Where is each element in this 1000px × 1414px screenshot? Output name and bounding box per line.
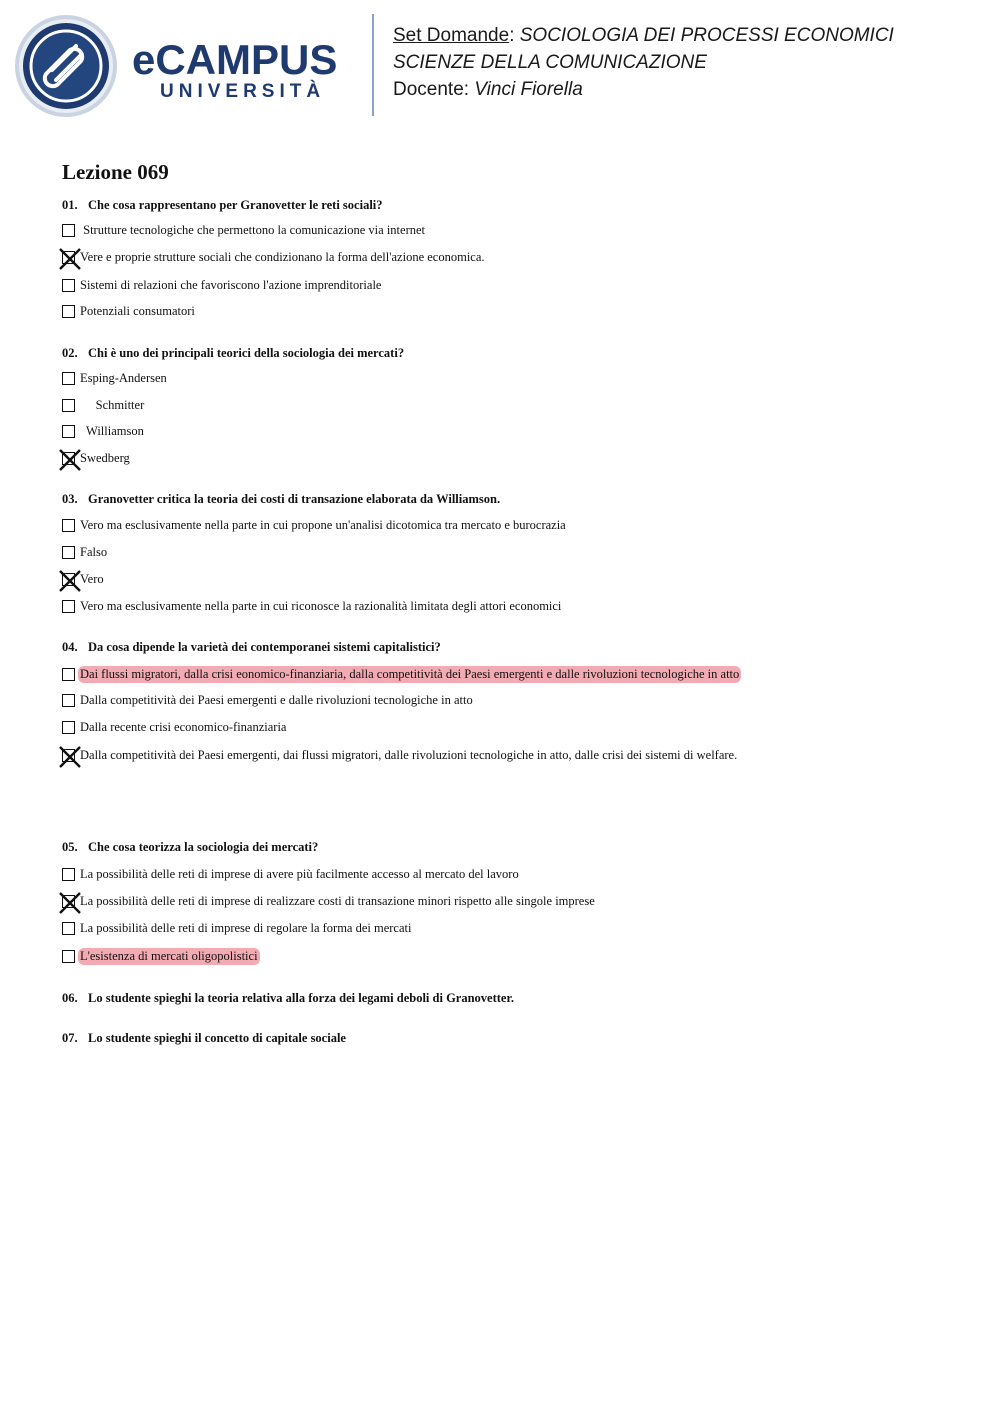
answer-option[interactable] — [62, 543, 109, 561]
answer-option[interactable] — [62, 892, 597, 910]
teacher-label: Docente — [393, 79, 464, 100]
checkbox[interactable] — [62, 425, 75, 438]
question-number: 05. — [62, 840, 78, 854]
option-text: La possibilità delle reti di imprese di realizzare costi di transazione minori rispetto alle singole imprese — [80, 893, 595, 908]
answer-option[interactable] — [62, 597, 563, 615]
option-text: La possibilità delle reti di imprese di regolare la forma dei mercati — [80, 920, 412, 935]
option-text: Vero ma esclusivamente nella parte in cui riconosce la razionalità limitata degli attori economici — [80, 598, 562, 613]
checkbox[interactable] — [62, 224, 75, 237]
checkbox[interactable] — [62, 694, 75, 707]
option-text: Vero ma esclusivamente nella parte in cui propone un'analisi dicotomica tra mercato e burocrazia — [80, 517, 566, 532]
question-text: Che cosa rappresentano per Granovetter le reti sociali? — [88, 198, 383, 212]
checked-checkbox[interactable] — [62, 749, 75, 762]
question-text: Da cosa dipende la varietà dei contemporanei sistemi capitalistici? — [88, 640, 441, 654]
checkbox[interactable] — [62, 721, 75, 734]
checkbox[interactable] — [62, 279, 75, 292]
checkbox[interactable] — [62, 305, 75, 318]
question-1 — [62, 198, 383, 213]
highlighted-option-text: L'esistenza di mercati oligopolistici — [80, 948, 258, 963]
ecampus-logo-emblem — [14, 14, 118, 118]
answer-option[interactable] — [62, 746, 739, 764]
option-text: Potenziali consumatori — [80, 303, 195, 318]
option-text: Dalla competitività dei Paesi emergenti, dai flussi migratori, dalle rivoluzioni tecnologiche in atto, dalle crisi dei sistemi di welfare. — [80, 747, 738, 762]
question-text: Lo studente spieghi il concetto di capitale sociale — [88, 1031, 346, 1045]
question-2 — [62, 346, 404, 361]
logo-wordmark: eCAMPUS — [132, 36, 338, 83]
option-text: Dalla competitività dei Paesi emergenti e dalle rivoluzioni tecnologiche in atto — [80, 692, 473, 707]
answer-option[interactable] — [62, 248, 487, 266]
checkbox[interactable] — [62, 519, 75, 532]
question-5 — [62, 840, 318, 855]
option-text: Vero — [80, 571, 104, 586]
answer-option[interactable] — [62, 516, 568, 534]
logo-subtext: UNIVERSITÀ — [160, 81, 326, 102]
highlighted-option-text: Dai flussi migratori, dalla crisi eonomico-finanziaria, dalla competitività dei Paesi emergenti e dalle rivoluzioni tecnologiche in atto — [80, 666, 740, 681]
answer-option[interactable] — [62, 947, 260, 965]
checked-checkbox[interactable] — [62, 895, 75, 908]
x-mark-icon — [59, 570, 81, 592]
answer-option[interactable] — [62, 396, 146, 414]
teacher-name: Vinci Fiorella — [474, 79, 583, 100]
x-mark-icon — [59, 746, 81, 768]
answer-option[interactable] — [62, 570, 106, 588]
checkbox[interactable] — [62, 546, 75, 559]
question-number: 01. — [62, 198, 78, 212]
checkbox[interactable] — [62, 922, 75, 935]
x-mark-icon — [59, 248, 81, 270]
question-number: 02. — [62, 346, 78, 360]
ecampus-logo-text — [132, 38, 337, 102]
option-text: Dalla recente crisi economico-finanziaria — [80, 719, 287, 734]
question-7 — [62, 1031, 346, 1046]
document-header — [0, 0, 1000, 130]
checkbox[interactable] — [62, 372, 75, 385]
answer-option[interactable] — [62, 422, 146, 440]
question-text: Granovetter critica la teoria dei costi di transazione elaborata da Williamson. — [88, 492, 501, 506]
question-text: Che cosa teorizza la sociologia dei mercati? — [88, 840, 319, 854]
question-text: Chi è uno dei principali teorici della sociologia dei mercati? — [88, 346, 405, 360]
question-number: 07. — [62, 1031, 78, 1045]
answer-option[interactable] — [62, 221, 427, 239]
option-text: Schmitter — [80, 397, 145, 412]
answer-option[interactable] — [62, 691, 475, 709]
answer-option[interactable] — [62, 665, 741, 683]
option-text: Strutture tecnologiche che permettono la comunicazione via internet — [80, 222, 426, 237]
checked-checkbox[interactable] — [62, 251, 75, 264]
option-text: Sistemi di relazioni che favoriscono l'azione imprenditoriale — [80, 277, 382, 292]
answer-option[interactable] — [62, 718, 288, 736]
option-text: Swedberg — [80, 450, 130, 465]
checkbox[interactable] — [62, 868, 75, 881]
set-label: Set Domande — [393, 25, 510, 46]
question-number: 06. — [62, 991, 78, 1005]
x-mark-icon — [59, 449, 81, 471]
checked-checkbox[interactable] — [62, 573, 75, 586]
question-6 — [62, 991, 514, 1006]
question-text: Lo studente spieghi la teoria relativa alla forza dei legami deboli di Granovetter. — [88, 991, 515, 1005]
checked-checkbox[interactable] — [62, 452, 75, 465]
answer-option[interactable] — [62, 369, 169, 387]
x-mark-icon — [59, 892, 81, 914]
question-number: 04. — [62, 640, 78, 654]
option-text: Falso — [80, 544, 108, 559]
checkbox[interactable] — [62, 668, 75, 681]
option-text: Esping-Andersen — [80, 370, 167, 385]
header-divider — [372, 14, 374, 116]
teacher-line: Docente: Vinci Fiorella — [393, 79, 583, 100]
answer-option[interactable] — [62, 865, 521, 883]
course-title: SOCIOLOGIA DEI PROCESSI ECONOMICI — [519, 25, 894, 46]
course-subtitle: SCIENZE DELLA COMUNICAZIONE — [393, 52, 707, 73]
course-info — [393, 22, 894, 103]
option-text: Williamson — [80, 423, 144, 438]
checkbox[interactable] — [62, 600, 75, 613]
course-title-line: Set Domande: SOCIOLOGIA DEI PROCESSI ECONOMICI — [393, 25, 894, 46]
lesson-title: Lezione 069 — [62, 160, 169, 184]
answer-option[interactable] — [62, 449, 132, 467]
checkbox[interactable] — [62, 399, 75, 412]
option-text: La possibilità delle reti di imprese di avere più facilmente accesso al mercato del lavoro — [80, 866, 519, 881]
question-3 — [62, 492, 500, 507]
option-text: Vere e proprie strutture sociali che condizionano la forma dell'azione economica. — [80, 249, 485, 264]
question-number: 03. — [62, 492, 78, 506]
answer-option[interactable] — [62, 919, 413, 937]
question-4 — [62, 640, 441, 655]
checkbox[interactable] — [62, 950, 75, 963]
answer-option[interactable] — [62, 276, 383, 294]
answer-option[interactable] — [62, 302, 197, 320]
